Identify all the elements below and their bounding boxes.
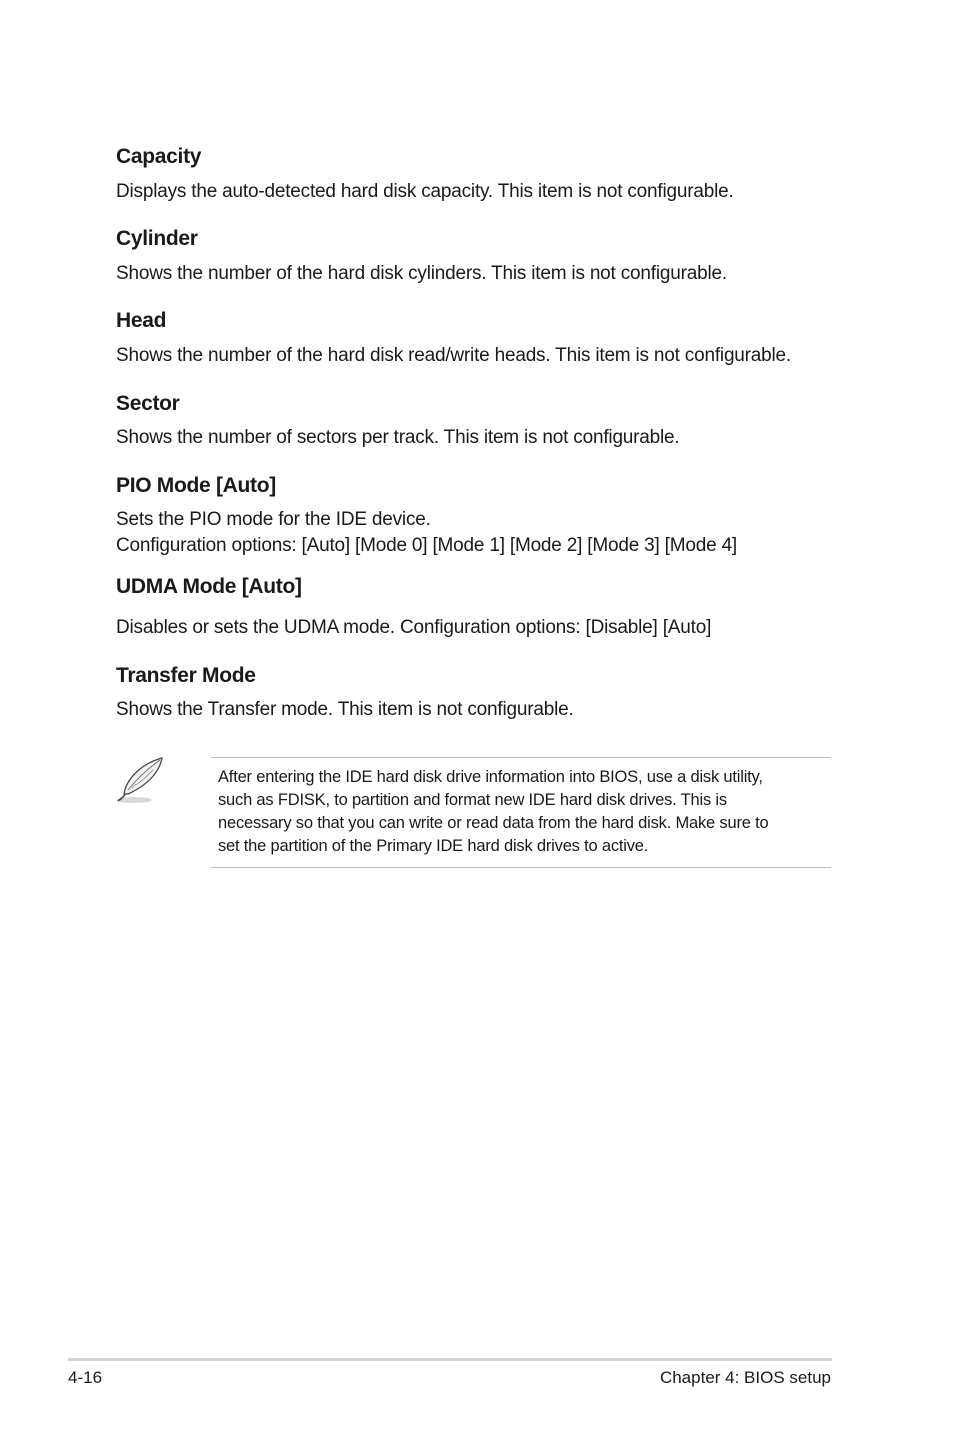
chapter-title: Chapter 4: BIOS setup (659, 1368, 831, 1387)
section-text-udma-mode: Disables or sets the UDMA mode. Configuration options: [Disable] [Auto] (116, 617, 712, 638)
note-line: set the partition of the Primary IDE hard disk drives to active. (218, 837, 649, 855)
section-heading-head: Head (116, 309, 167, 332)
footer-divider (68, 1358, 832, 1361)
section-heading-pio-mode: PIO Mode [Auto] (116, 474, 276, 497)
note-line: After entering the IDE hard disk drive information into BIOS, use a disk utility, (218, 768, 763, 786)
section-text-pio-mode-1: Sets the PIO mode for the IDE device. (116, 509, 431, 530)
note-line: such as FDISK, to partition and format new IDE hard disk drives. This is (218, 791, 727, 809)
section-text-pio-mode-2: Configuration options: [Auto] [Mode 0] [Mode 1] [Mode 2] [Mode 3] [Mode 4] (116, 535, 738, 556)
section-text-sector: Shows the number of sectors per track. This item is not configurable. (116, 427, 680, 448)
note-text (218, 766, 768, 858)
note-line: necessary so that you can write or read data from the hard disk. Make sure to (218, 814, 769, 832)
section-text-transfer-mode: Shows the Transfer mode. This item is not configurable. (116, 699, 574, 720)
section-heading-sector: Sector (116, 392, 180, 415)
section-heading-cylinder: Cylinder (116, 227, 198, 250)
note-box (211, 757, 831, 868)
page-number: 4-16 (68, 1368, 103, 1387)
section-heading-transfer-mode: Transfer Mode (116, 664, 256, 687)
section-text-cylinder: Shows the number of the hard disk cylinders. This item is not configurable. (116, 263, 727, 284)
section-heading-udma-mode: UDMA Mode [Auto] (116, 575, 302, 598)
section-heading-capacity: Capacity (116, 145, 202, 168)
section-text-head: Shows the number of the hard disk read/write heads. This item is not configurable. (116, 345, 792, 366)
quill-pen-icon (114, 754, 168, 808)
section-text-capacity: Displays the auto-detected hard disk capacity. This item is not configurable. (116, 181, 734, 202)
